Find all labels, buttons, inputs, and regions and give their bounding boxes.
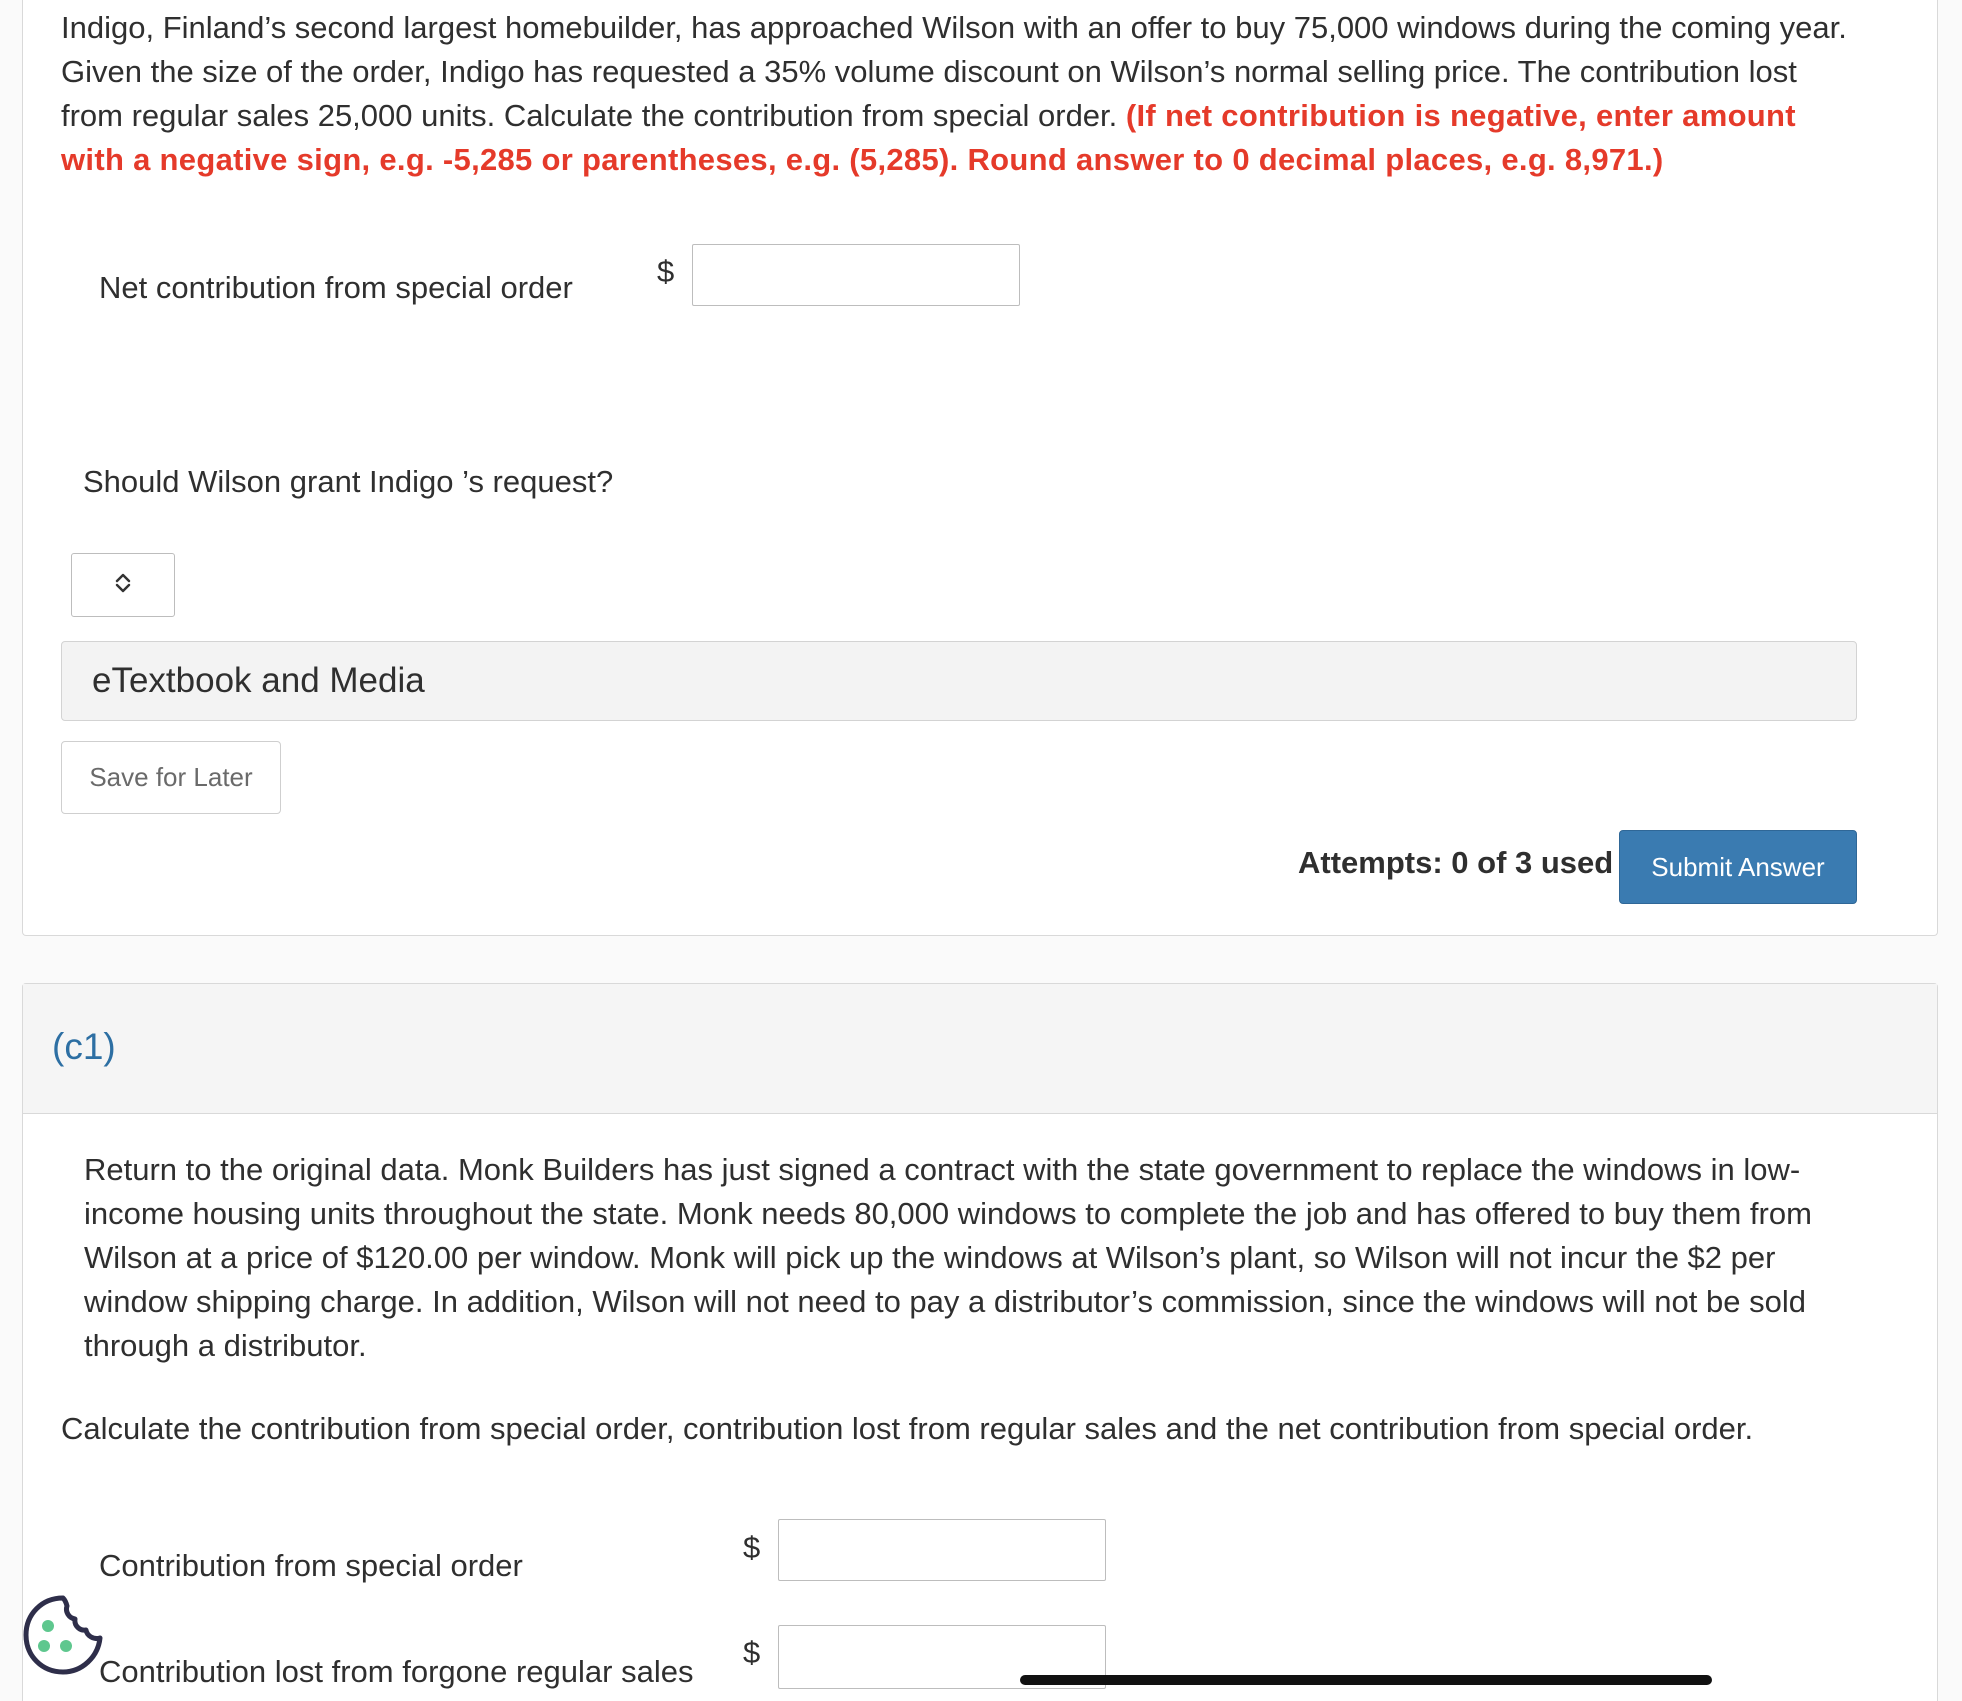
attempts-counter: Attempts: 0 of 3 used [1298, 845, 1614, 880]
question-body: Indigo, Finland’s second largest homebuilder, has approached Wilson with an offer to buy 75,000 windows during the coming year. Given the size of the order, Indigo has requested a 35% volume discount on Wilson’s normal selling price. The contribution lost from regular sales 25,000 units. Calculate the contribution from special order. [61, 10, 1847, 133]
question-text-b [61, 6, 1851, 182]
grant-select[interactable] [71, 553, 175, 617]
save-for-later-button[interactable]: Save for Later [61, 741, 281, 814]
etextbook-label: eTextbook and Media [92, 661, 425, 700]
contribution-lost-label: Contribution lost from forgone regular sales [99, 1654, 694, 1689]
section-label: (c1) [52, 1026, 116, 1067]
contribution-special-order-input[interactable] [778, 1519, 1106, 1581]
section-header [23, 984, 1937, 1114]
currency-symbol: $ [743, 1635, 761, 1670]
answer-hint: (If net contribution is negative, enter amount with a negative sign, e.g. -5,285 or parentheses, e.g. (5,285). Round answer to 0 decimal places, e.g. 8,971.) [61, 98, 1796, 177]
chevron-up-down-icon [114, 572, 132, 599]
calc-instruction: Calculate the contribution from special order, contribution lost from regular sales and the net contribution from special order. [61, 1411, 1754, 1446]
grant-question: Should Wilson grant Indigo ’s request? [83, 464, 614, 499]
etextbook-media-toggle[interactable] [61, 641, 1857, 721]
contribution-special-order-label: Contribution from special order [99, 1548, 523, 1583]
currency-symbol: $ [657, 254, 675, 289]
horizontal-scrollbar[interactable] [1020, 1675, 1712, 1685]
submit-answer-button[interactable]: Submit Answer [1619, 830, 1857, 904]
net-contribution-input[interactable] [692, 244, 1020, 306]
net-contribution-label: Net contribution from special order [99, 270, 573, 305]
currency-symbol: $ [743, 1530, 761, 1565]
cookie-icon[interactable] [22, 1594, 104, 1676]
question-text-c1: Return to the original data. Monk Builders has just signed a contract with the state government to replace the windows in low-income housing units throughout the state. Monk needs 80,000 windows to complete the job and has offered to buy them from Wilson at a price of $120.00 per window. Monk will pick up the windows at Wilson’s plant, so Wilson will not incur the $2 per window shipping charge. In addition, Wilson will not need to pay a distributor’s commission, since the windows will not be sold through a distributor. [84, 1152, 1812, 1363]
question-card-c1 [22, 983, 1938, 1701]
